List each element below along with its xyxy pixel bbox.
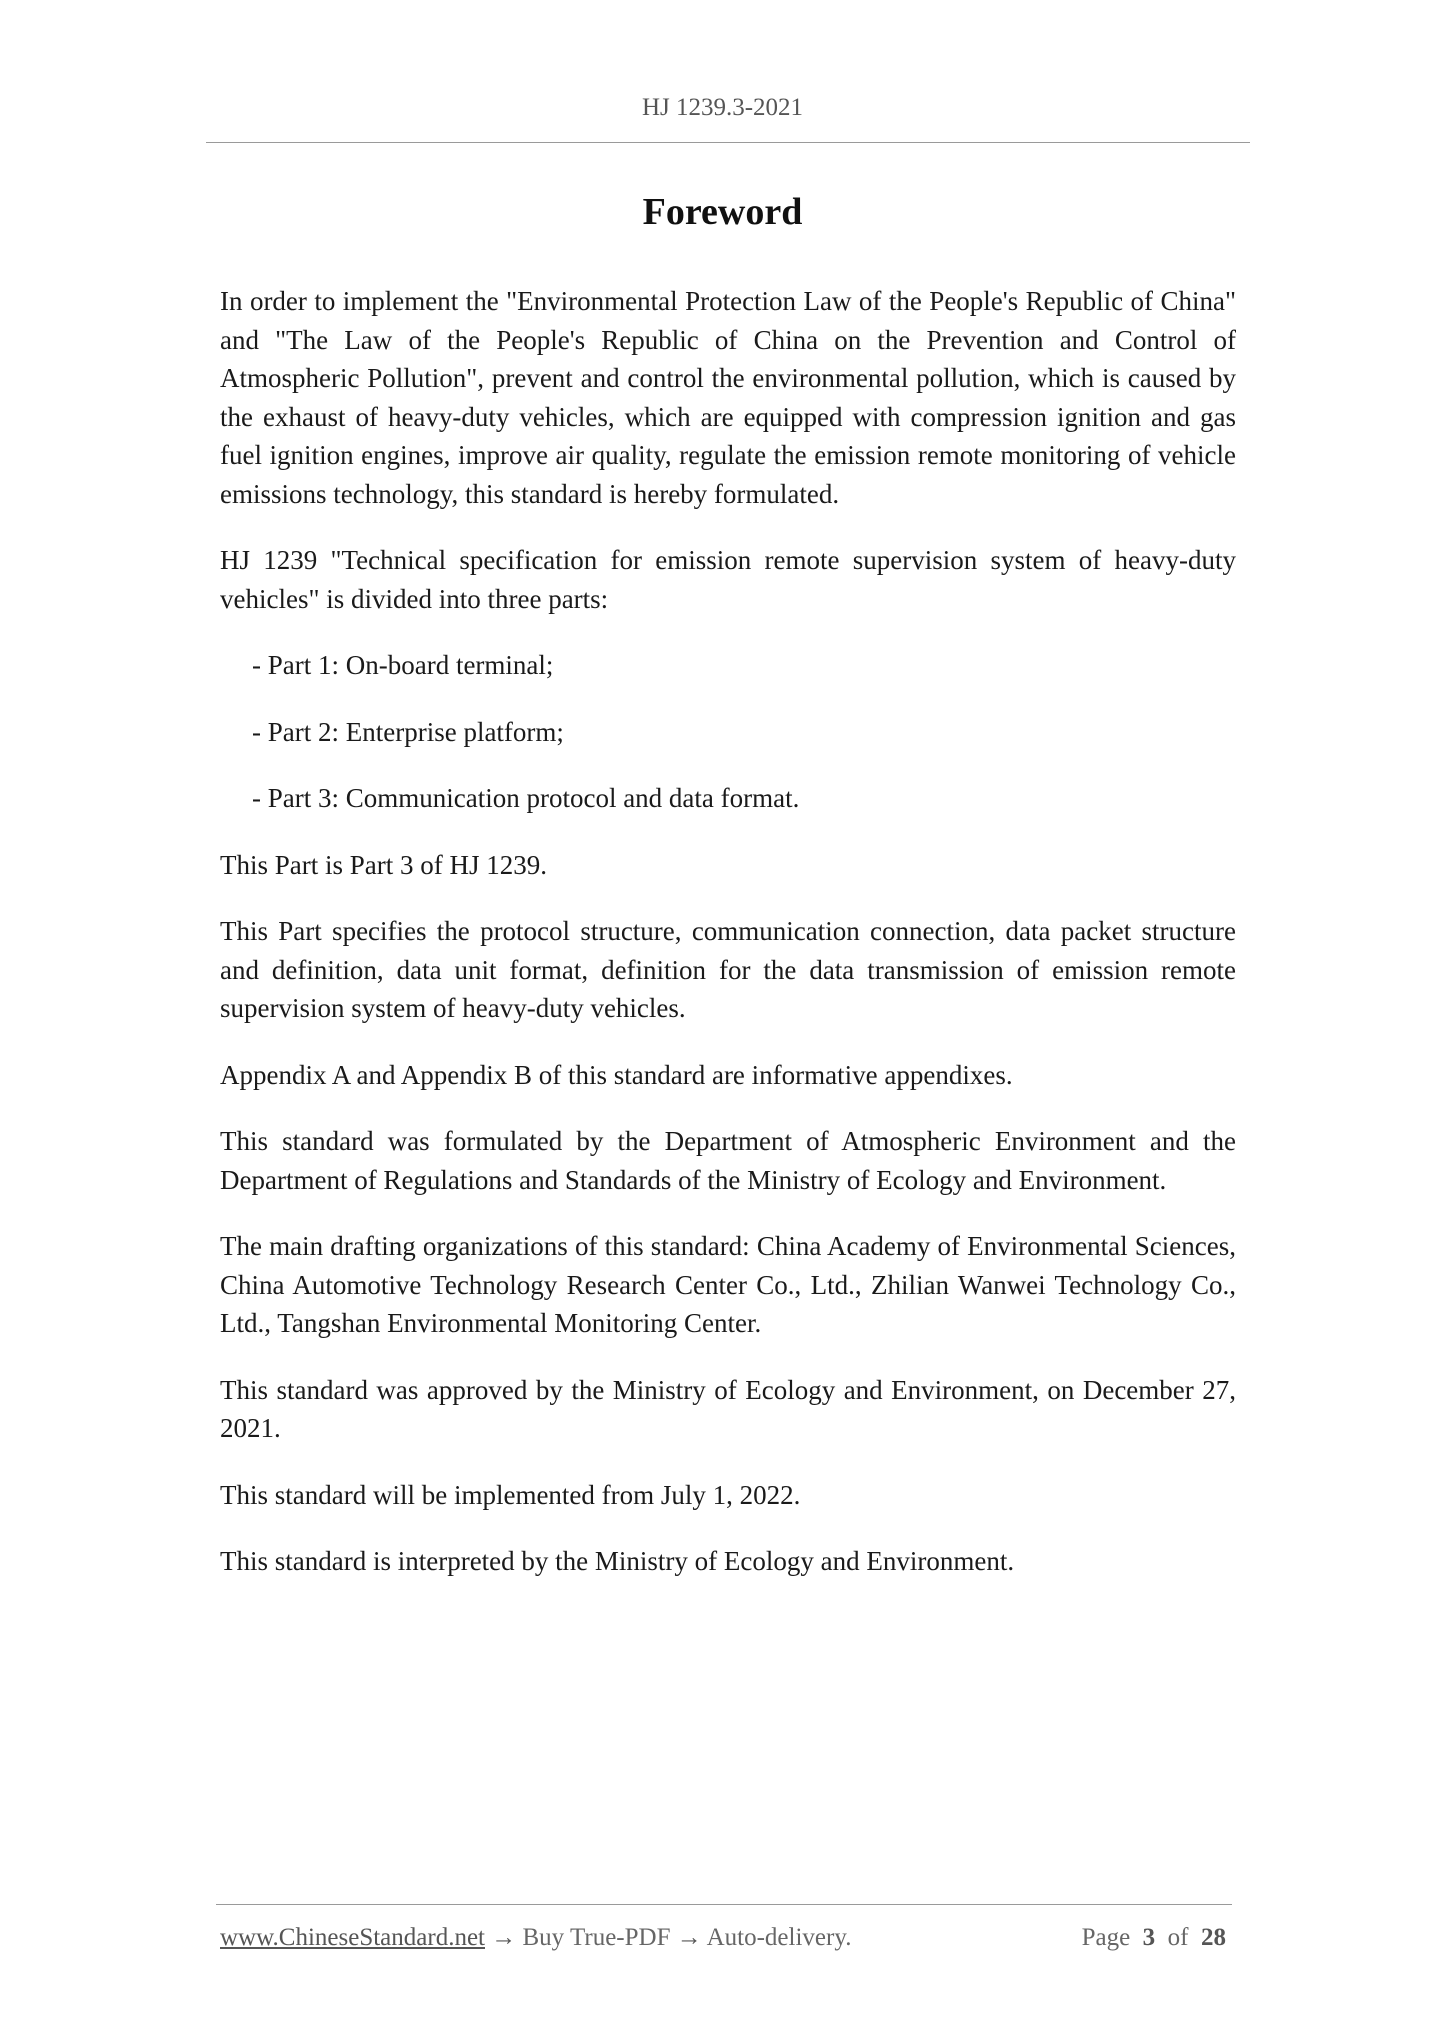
header-divider — [206, 142, 1250, 143]
paragraph-purpose: In order to implement the "Environmental Protection Law of the People's Republic of China" and "The Law of the People's Republic of China on the Prevention and Control of Atmospheric Pollution", prevent and control the environmental pollution, which is caused by the exhaust of heavy-duty vehicles, which are equipped with compression ignition and gas fuel ignition engines, improve air quality, regulate the emission remote monitoring of vehicle emissions technology, this standard is hereby formulated. — [220, 286, 1236, 509]
paragraph-formulated-by: This standard was formulated by the Department of Atmospheric Environment and the Department of Regulations and Standards of the Ministry of Ecology and Environment. — [220, 1126, 1236, 1195]
website-link[interactable]: www.ChineseStandard.net — [220, 1924, 485, 1951]
footer-promo — [220, 1924, 851, 1952]
paragraph-appendixes: Appendix A and Appendix B of this standard are informative appendixes. — [220, 1059, 1013, 1090]
arrow-right-icon: → — [491, 1924, 517, 1951]
auto-delivery-text: Auto-delivery. — [706, 1924, 852, 1951]
document-code: HJ 1239.3-2021 — [641, 94, 804, 121]
list-item-part-2: - Part 2: Enterprise platform; — [252, 716, 564, 747]
paragraph-parts-intro: HJ 1239 "Technical specification for emission remote supervision system of heavy-duty vehicles" is divided into three parts: — [220, 545, 1236, 614]
list-item-part-1: - Part 1: On-board terminal; — [252, 650, 554, 680]
footer-divider — [216, 1904, 1232, 1905]
list-item-part-3: - Part 3: Communication protocol and data format. — [252, 783, 800, 813]
paragraph-interpretation: This standard is interpreted by the Ministry of Ecology and Environment. — [220, 1546, 1015, 1576]
paragraph-drafting-organizations: The main drafting organizations of this standard: China Academy of Environmental Sciences, China Automotive Technology Research Center Co., Ltd., Zhilian Wanwei Technology Co., Ltd., Tangshan Environmental Monitoring Center. — [220, 1231, 1236, 1338]
page-indicator — [1082, 1924, 1226, 1952]
document-body — [220, 282, 1236, 1609]
buy-pdf-text: Buy True-PDF — [522, 1924, 671, 1951]
total-page-count: 28 — [1201, 1924, 1226, 1951]
arrow-right-icon: → — [676, 1924, 702, 1951]
paragraph-scope: This Part specifies the protocol structure, communication connection, data packet structure and definition, data unit format, definition for the data transmission of emission remote supervision system of heavy-duty vehicles. — [220, 916, 1236, 1023]
paragraph-part-statement: This Part is Part 3 of HJ 1239. — [220, 849, 547, 880]
paragraph-implementation-date: This standard will be implemented from July 1, 2022. — [220, 1479, 801, 1510]
page-title: Foreword — [642, 191, 803, 233]
of-label: of — [1167, 1924, 1189, 1951]
paragraph-approval: This standard was approved by the Ministry of Ecology and Environment, on December 27, 2021. — [220, 1374, 1236, 1443]
page-label: Page — [1081, 1924, 1131, 1951]
current-page-number: 3 — [1142, 1924, 1156, 1951]
